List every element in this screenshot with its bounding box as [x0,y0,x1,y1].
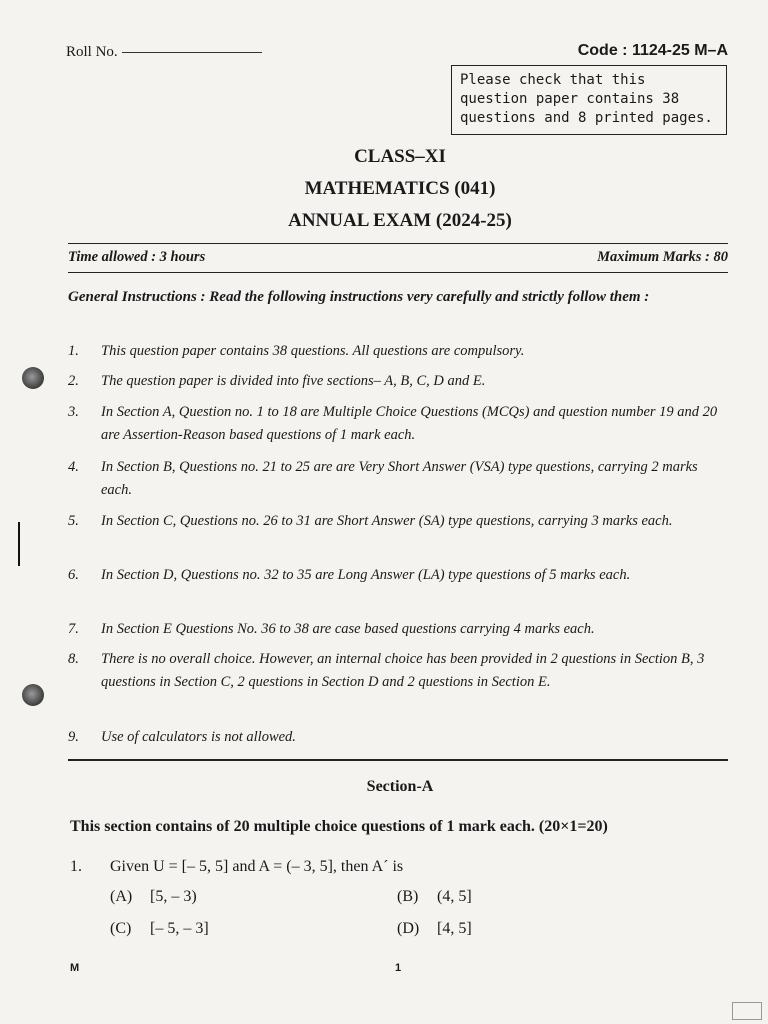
option-label: (B) [397,888,419,905]
subject-title: MATHEMATICS (041) [304,178,496,199]
option-label: (A) [110,888,133,905]
instruction-number: 2. [68,373,79,389]
question-text: Given U = [– 5, 5] and A = (– 3, 5], then A´ is [110,858,404,875]
section-note: This section contains of 20 multiple choice questions of 1 mark each. (20×1=20) [70,818,608,835]
option-c [110,920,209,938]
divider [68,759,728,761]
instruction-item [68,370,730,393]
instruction-text: This question paper contains 38 questions. All questions are compulsory. [101,343,525,359]
instruction-item [68,456,730,502]
instruction-item [68,618,730,641]
time-allowed: Time allowed : 3 hours [68,249,206,265]
instruction-number: 1. [68,343,79,359]
option-value: [4, 5] [437,920,472,937]
instruction-item [68,564,730,587]
roll-number [66,44,262,61]
divider [68,272,728,273]
paper-code: Code : 1124-25 M–A [577,42,728,59]
footer-mark: M [70,962,80,974]
question-number: 1. [70,858,82,875]
option-label: (C) [110,920,132,937]
page-count-notice: Please check that this question paper contains 38 questions and 8 printed pages. [451,65,727,135]
instruction-text: There is no overall choice. However, an internal choice has been provided in 2 questions in Section B, 3 questions in Section C, 2 questions in Section D and 2 questions in Section E. [101,651,705,690]
instruction-number: 7. [68,621,79,637]
divider [68,243,728,244]
option-a [110,888,197,906]
instruction-item [68,648,730,694]
scanner-watermark-icon [732,1002,762,1020]
punch-hole-icon [22,684,44,706]
instruction-text: In Section E Questions No. 36 to 38 are case based questions carrying 4 marks each. [101,621,595,637]
margin-mark [18,522,20,566]
option-label: (D) [397,920,420,937]
punch-hole-icon [22,367,44,389]
option-d [397,920,472,938]
page-number: 1 [395,962,402,974]
option-value: [– 5, – 3] [150,920,209,937]
instruction-text: In Section B, Questions no. 21 to 25 are are Very Short Answer (VSA) type questions, carrying 2 marks each. [101,459,698,498]
option-value: [5, – 3) [150,888,197,905]
option-value: (4, 5] [437,888,472,905]
instruction-text: In Section D, Questions no. 32 to 35 are Long Answer (LA) type questions of 5 marks each. [101,567,631,583]
instruction-number: 8. [68,651,79,667]
instruction-text: Use of calculators is not allowed. [101,729,296,745]
roll-label: Roll No. [66,44,118,60]
instruction-number: 5. [68,513,79,529]
instruction-text: In Section A, Question no. 1 to 18 are Multiple Choice Questions (MCQs) and question number 19 and 20 are Assertion-Reason based questions of 1 mark each. [101,404,718,443]
roll-number-blank [122,52,262,53]
instruction-item [68,510,730,533]
instruction-number: 6. [68,567,79,583]
instruction-item [68,726,730,749]
section-heading: Section-A [366,778,434,795]
instruction-number: 3. [68,404,79,420]
instruction-text: In Section C, Questions no. 26 to 31 are Short Answer (SA) type questions, carrying 3 marks each. [101,513,673,529]
instruction-number: 9. [68,729,79,745]
maximum-marks: Maximum Marks : 80 [597,249,728,265]
instructions-heading: General Instructions : Read the following instructions very carefully and strictly follow them : [68,289,650,305]
class-title: CLASS–XI [354,146,446,167]
option-b [397,888,472,906]
instruction-item [68,401,730,447]
instruction-number: 4. [68,459,79,475]
instruction-text: The question paper is divided into five sections– A, B, C, D and E. [101,373,486,389]
exam-title: ANNUAL EXAM (2024-25) [288,210,512,231]
instruction-item [68,340,730,363]
